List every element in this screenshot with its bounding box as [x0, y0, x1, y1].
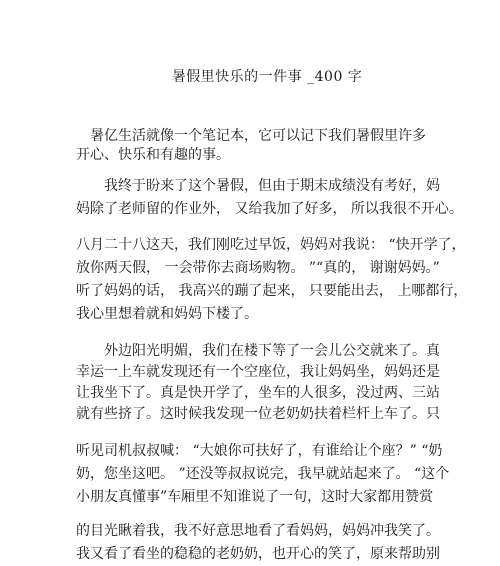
paragraph-line: 八月二十八这天，我们刚吃过早饭，妈妈对我说： “快开学了， — [76, 237, 466, 253]
document-title — [0, 66, 500, 86]
paragraph-line: 的目光瞅着我，我不好意思地看了看妈妈，妈妈冲我笑了。 — [76, 523, 440, 539]
paragraph-line: 我终于盼来了这个暑假，但由于期末成绩没有考好，妈 — [104, 178, 440, 194]
paragraph-line: 幸运一上车就发现还有一个空座位，我让妈妈坐，妈妈还是 — [76, 364, 440, 380]
paragraph-line: 放你两天假， 一会带你去商场购物。 ”“真的， 谢谢妈妈。” — [76, 260, 440, 276]
paragraph-line: 我心里想着就和妈妈下楼了。 — [76, 306, 258, 322]
paragraph-line: 奶，您坐这吧。 ”还没等叔叔说完，我早就站起来了。 “这个 — [76, 466, 450, 482]
paragraph-line: 妈除了老师留的作业外， 又给我加了好多， 所以我很不开心。 — [76, 201, 463, 217]
paragraph-line: 外边阳光明媚，我们在楼下等了一会儿公交就来了。真 — [104, 343, 440, 359]
paragraph-line: 就有些挤了。这时候我发现一位老奶奶扶着栏杆上车了。只 — [76, 406, 440, 422]
paragraph-line: 听见司机叔叔喊： “大娘你可扶好了，有谁给让个座？” “奶 — [76, 443, 443, 459]
paragraph-line: 让我坐下了。真是快开学了，坐车的人很多，没过两、三站 — [76, 385, 440, 401]
paragraph-line: 小朋友真懂事”车厢里不知谁说了一句，这时大家都用赞赏 — [76, 489, 434, 505]
title-suffix: _400 字 — [302, 69, 363, 85]
paragraph-line: 听了妈妈的话， 我高兴的蹦了起来， 只要能出去， 上哪都行， — [76, 283, 468, 299]
title-text: 暑假里快乐的一件事 — [171, 69, 303, 85]
paragraph-line: 暑亿生活就像一个笔记本，它可以记下我们暑假里许多 — [90, 128, 426, 144]
paragraph-line: 开心、快乐和有趣的事。 — [76, 147, 230, 163]
paragraph-line: 我又看了看坐的稳稳的老奶奶，也开心的笑了，原来帮助别 — [76, 546, 440, 562]
